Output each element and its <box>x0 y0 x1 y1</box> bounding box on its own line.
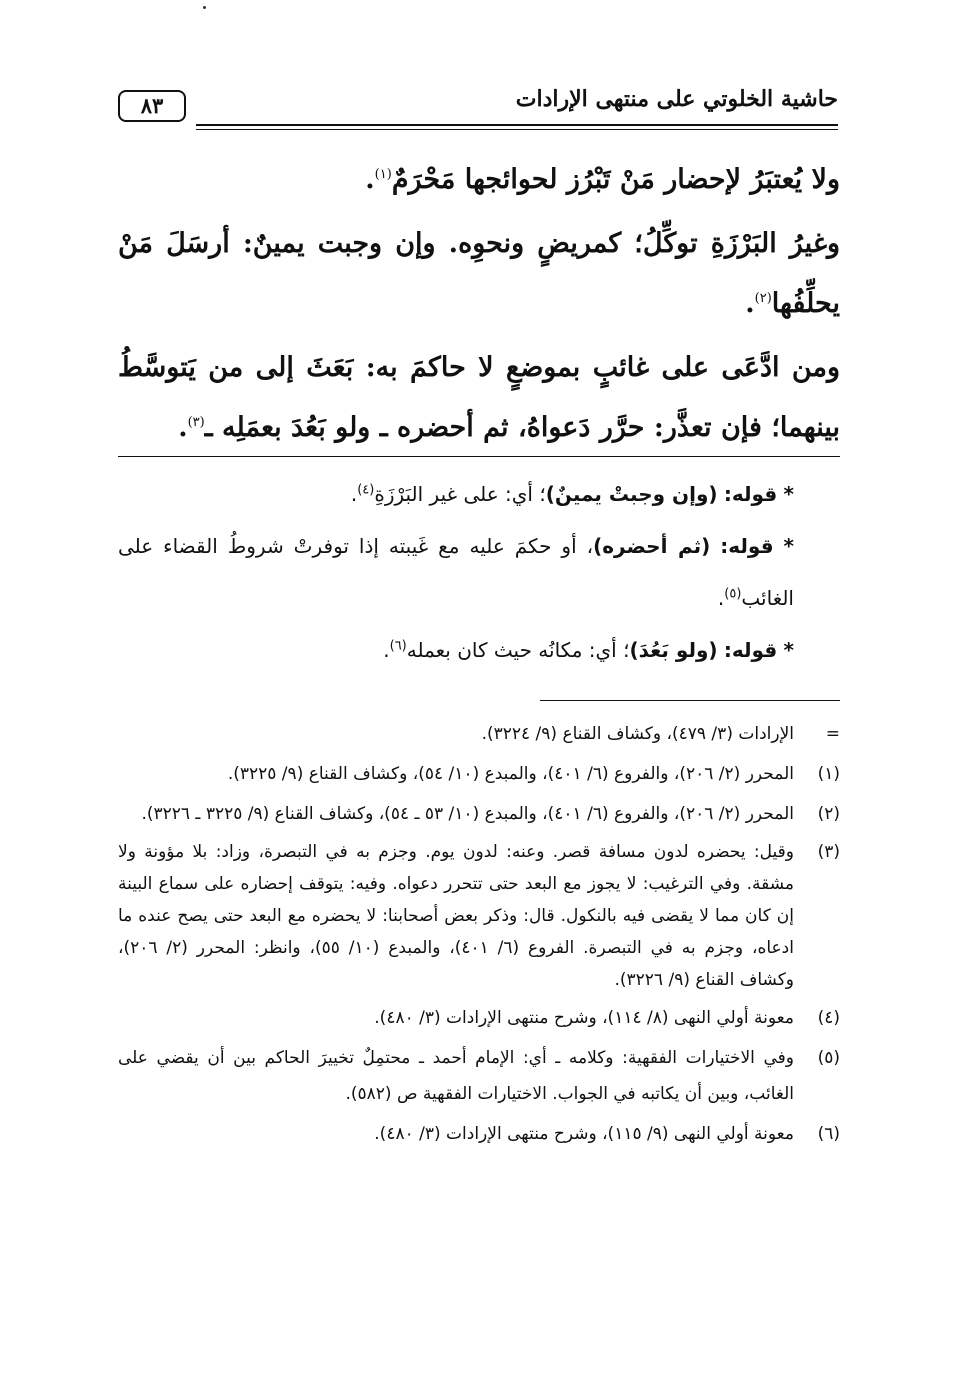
footnote-mark: (٢) <box>817 804 840 824</box>
star-icon: * <box>783 534 795 558</box>
footnote-item <box>118 1040 840 1112</box>
footnote-mark: (٥) <box>817 1048 840 1068</box>
page-number: ٨٣ <box>118 90 186 122</box>
star-icon: * <box>783 638 794 662</box>
main-paragraph: ومن ادَّعَى على غائبٍ بموضعٍ لا حاكمَ به: بَعَثَ إلى من يَتوسَّطُ بينهما؛ فإن تعذَّر: حرَّر دَعواهُ، ثم أحضره ـ ولو بَعُدَ بعمَلِه ـ$^{(٣)}$. <box>118 352 840 443</box>
footnote-ref[interactable]: (٢) <box>754 291 772 306</box>
main-text <box>118 150 840 458</box>
footnote-mark: (٦) <box>817 1124 840 1144</box>
commentary <box>118 468 840 676</box>
commentary-item: * قوله: (ولو بَعُدَ)؛ أي: مكانُه حيث كان بعمله$^{(٦)}$. <box>383 638 794 662</box>
footnote-ref[interactable]: (٦) <box>389 638 407 654</box>
header-rule <box>196 124 838 126</box>
main-paragraph: وغيرُ البَرْزَةِ توكِّلُ؛ كمريضٍ ونحوِه. وإن وجبت يمينٌ: أرسَلَ مَنْ يحلِّفُها$^{(٢)}$. <box>118 228 840 319</box>
footnote-mark: (٤) <box>817 1008 840 1028</box>
footnote-ref[interactable]: (٥) <box>724 586 742 602</box>
footnote-item <box>118 756 840 792</box>
footnote-separator <box>540 700 840 701</box>
footnote-item <box>118 716 840 752</box>
footnote-item <box>118 1116 840 1152</box>
footnote-item <box>118 796 840 832</box>
commentary-item: * قوله: (ثم أحضره)، أو حكمَ عليه مع غَيبته إذا توفرتْ شروطُ القضاء على الغائب$^{(٥)}$. <box>118 534 795 610</box>
footnote-item <box>118 1000 840 1036</box>
footnote-ref[interactable]: (٣) <box>187 415 205 430</box>
commentary-item: * قوله: (وإن وجبتْ يمينٌ)؛ أي: على غير البَرْزَةِ$^{(٤)}$. <box>350 482 794 506</box>
footnote-text: وقيل: يحضره لدون مسافة قصر. وعنه: لدون يوم. وجزم به في التبصرة، وزاد: بلا مؤونة ولا مشقة. وفي الترغيب: لا يجوز مع البعد حتى تتحرر دعواه. وفيه: يتوقف إحضاره على سماع البينة إن كان مما لا يقضى فيه بالنكول. قال: وذكر بعض أصحابنا: لا يحضره مع البعد حتى يصح عنده ما ادعاه، وجزم به في التبصرة. الفروع (٦/ ٤٠١)، والمبدع (١٠/ ٥٥)، وانظر: المحرر (٢/ ٢٠٦)، وكشاف القناع (٩/ ٣٢٢٦). <box>118 842 794 990</box>
running-title: حاشية الخلوتي على منتهى الإرادات <box>515 86 838 112</box>
footnotes <box>118 716 840 1156</box>
footnote-item <box>118 836 840 996</box>
footnote-text: المحرر (٢/ ٢٠٦)، والفروع (٦/ ٤٠١)، والمبدع (١٠/ ٥٣ ـ ٥٤)، وكشاف القناع (٩/ ٣٢٢٥ ـ ٣٢٢٦). <box>141 804 794 824</box>
main-separator <box>118 456 840 457</box>
footnote-ref[interactable]: (٤) <box>357 482 375 498</box>
footnote-mark: (٣) <box>817 842 840 862</box>
footnote-ref[interactable]: (١) <box>374 167 392 182</box>
header-rule-thin <box>196 129 838 130</box>
footnote-text: الإرادات (٣/ ٤٧٩)، وكشاف القناع (٩/ ٣٢٢٤). <box>481 724 794 744</box>
star-icon: * <box>783 482 794 506</box>
footnote-mark: = <box>825 724 840 744</box>
main-paragraph: ولا يُعتبَرُ لإحضار مَنْ تَبْرُز لحوائجها مَحْرَمٌ$^{(١)}$. <box>365 164 840 195</box>
footnote-text: معونة أولي النهى (٨/ ١١٤)، وشرح منتهى الإرادات (٣/ ٤٨٠). <box>374 1008 794 1028</box>
footnote-text: المحرر (٢/ ٢٠٦)، والفروع (٦/ ٤٠١)، والمبدع (١٠/ ٥٤)، وكشاف القناع (٩/ ٣٢٢٥). <box>227 764 794 784</box>
footnote-text: وفي الاختيارات الفقهية: وكلامه ـ أي: الإمام أحمد ـ محتمِلٌ تخييرَ الحاكم بين أن يقضي على الغائب، وبين أن يكاتبه في الجواب. الاختيارات الفقهية ص (٥٨٢). <box>118 1048 794 1104</box>
page-header <box>118 86 838 128</box>
footnote-mark: (١) <box>817 764 840 784</box>
scan-speck <box>203 6 206 9</box>
footnote-text: معونة أولي النهى (٩/ ١١٥)، وشرح منتهى الإرادات (٣/ ٤٨٠). <box>374 1124 794 1144</box>
